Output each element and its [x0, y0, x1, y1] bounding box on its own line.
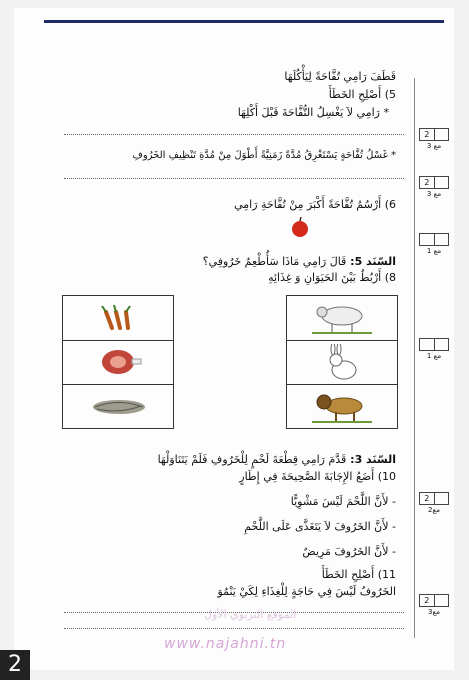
apple-icon	[289, 216, 311, 238]
sanad-5-title: السّنَد 5: قَالَ رَامِي مَاذَا سَأُطْعِمُ خَرُوفِي؟	[202, 255, 396, 268]
score-box-1: 2 مع 3	[419, 128, 449, 150]
dog-icon[interactable]	[312, 390, 372, 424]
answer-line[interactable]	[64, 178, 404, 179]
watermark: www.najahni.tn	[164, 636, 287, 652]
carrots-icon[interactable]	[98, 304, 138, 332]
sanad-3-title: السّنَد 3: قَدَّمَ رَامِي قِطْعَةَ لَحْمٍ لِلْخَرُوفِ فَلَمْ يَتَنَاوَلْهَا	[157, 453, 396, 466]
answer-line[interactable]	[64, 628, 404, 629]
question-11: 11) أَصْلِحِ الخَطَأَ	[321, 568, 396, 581]
top-border-line	[44, 20, 444, 23]
option-2[interactable]: - لأَنَّ الخَرُوفَ لاَ يَتَغَذَّى عَلَى اللَّحْمِ	[244, 520, 396, 533]
answer-line[interactable]	[64, 134, 404, 135]
score-box-2: 2 مع 3	[419, 176, 449, 198]
sheep-icon[interactable]	[312, 302, 372, 334]
score-box-3: مع 1	[419, 233, 449, 255]
worksheet-page	[14, 8, 454, 670]
question-5: 5) أَصْلِحِ الخَطَأَ	[328, 88, 396, 101]
page-number: 2	[0, 650, 30, 680]
animal-column	[286, 295, 398, 429]
score-box-6: 2 مع3	[419, 594, 449, 616]
question-8: 8) أَرْبُطُ بَيْنَ الحَيَوَانِ وَ غِذَائِهِ	[268, 271, 396, 284]
score-box-5: 2 مع2	[419, 492, 449, 514]
watermark-arabic: الموقع التربوي الأول	[204, 608, 297, 621]
score-box-4: مع 1	[419, 338, 449, 360]
margin-divider	[414, 78, 415, 638]
intro-line: قَطَفَ رَامِي تُفَّاحَةً لِيَأْكُلَهَا	[284, 70, 396, 83]
option-1[interactable]: - لأَنَّ اللَّحْمَ لَيْسَ مَشْوِيًّا	[290, 495, 396, 508]
meat-icon[interactable]	[98, 346, 142, 378]
question-10: 10) أَضَعُ الإِجَابَةَ الصَّحِيحَةَ فِي إِطَارٍ	[239, 470, 396, 483]
question-5-item: * رَامِي لاَ يَغْسِلُ التُّفَّاحَةَ قَبْلَ أَكْلِهَا	[237, 106, 389, 119]
hay-icon[interactable]	[91, 396, 147, 418]
option-3[interactable]: - لأَنَّ الخَرُوفَ مَرِيضٌ	[302, 545, 396, 558]
food-column	[62, 295, 174, 429]
rabbit-icon[interactable]	[322, 344, 362, 382]
question-5-item-2: * غَسْلُ تُفَّاحَةٍ يَسْتَغْرِقُ مُدَّةً زَمَنِيَّةً أَطْوَلَ مِنْ مُدَّةِ تَنْظِيفِ الخَرُوفِ	[132, 150, 396, 161]
question-11-item: الخَرُوفُ لَيْسَ فِي حَاجَةٍ لِلْغِذَاءِ لِكَيْ يَنْمُوَ	[217, 585, 396, 598]
question-6: 6) أَرْسُمُ تُفَّاحَةً أَكْبَرَ مِنْ تُفَّاحَةِ رَامِي	[234, 198, 396, 211]
